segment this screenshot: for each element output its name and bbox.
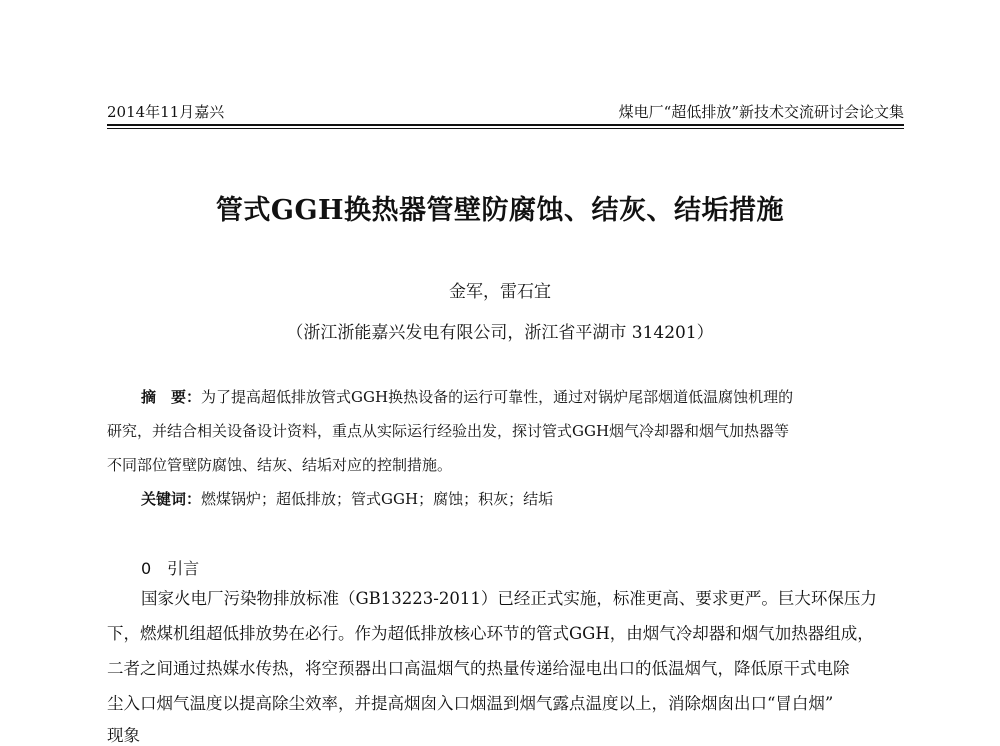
abstract-line-3: 不同部位管壁防腐蚀、结灰、结垢对应的控制措施。 bbox=[107, 456, 453, 474]
keywords-label: 关键词： bbox=[141, 490, 202, 508]
affiliation: （浙江浙能嘉兴发电有限公司，浙江省平湖市 314201） bbox=[286, 323, 714, 343]
body-line-5: 现象 bbox=[107, 726, 140, 745]
abstract-line-1 bbox=[141, 386, 793, 407]
header-proceedings-title: 煤电厂“超低排放”新技术交流研讨会论文集 bbox=[618, 103, 904, 121]
paper-title: 管式GGH换热器管壁防腐蚀、结灰、结垢措施 bbox=[215, 195, 785, 226]
abstract-text-1: 为了提高超低排放管式GGH换热设备的运行可靠性，通过对锅炉尾部烟道低温腐蚀机理的 bbox=[201, 388, 794, 406]
body-line-2: 下，燃煤机组超低排放势在必行。作为超低排放核心环节的管式GGH，由烟气冷却器和烟气加热器组成， bbox=[107, 624, 874, 643]
abstract-line-2: 研究，并结合相关设备设计资料，重点从实际运行经验出发，探讨管式GGH烟气冷却器和烟气加热器等 bbox=[107, 422, 790, 440]
abstract-label: 摘 要： bbox=[141, 388, 202, 406]
keywords-text: 燃煤锅炉；超低排放；管式GGH；腐蚀；积灰；结垢 bbox=[201, 490, 554, 508]
keywords-line bbox=[141, 488, 553, 509]
header-rule-thick bbox=[107, 124, 904, 126]
body-line-1: 国家火电厂污染物排放标准（GB13223-2011）已经正式实施，标准更高、要求更严。巨大环保压力 bbox=[141, 589, 877, 608]
body-line-3: 二者之间通过热媒水传热，将空预器出口高温烟气的热量传递给湿电出口的低温烟气，降低原干式电除 bbox=[107, 659, 850, 678]
authors: 金军，雷石宜 bbox=[449, 282, 551, 302]
body-line-4: 尘入口烟气温度以提高除尘效率，并提高烟囱入口烟温到烟气露点温度以上，消除烟囱出口“冒白烟” bbox=[107, 694, 834, 713]
header-date-location: 2014年11月嘉兴 bbox=[107, 103, 225, 121]
section-heading: 0 引言 bbox=[141, 559, 200, 578]
header-rule-thin bbox=[107, 128, 904, 129]
